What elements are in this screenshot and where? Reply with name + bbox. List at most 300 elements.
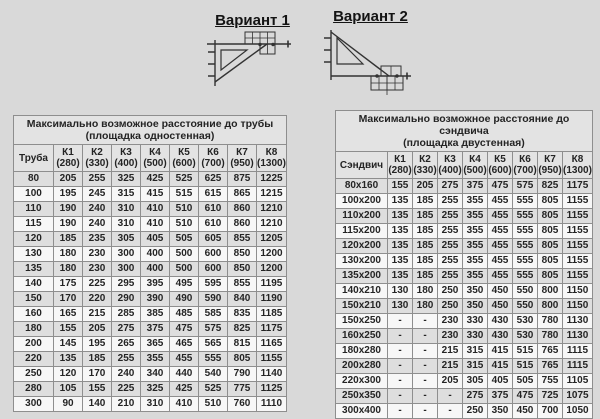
row-label: 80x160 bbox=[336, 179, 388, 194]
value-cell: 1210 bbox=[257, 217, 287, 232]
value-cell: 455 bbox=[488, 194, 513, 209]
value-cell: 495 bbox=[170, 277, 199, 292]
value-cell: 215 bbox=[438, 359, 463, 374]
value-cell: 290 bbox=[112, 292, 141, 307]
value-cell: 455 bbox=[488, 209, 513, 224]
value-cell: 325 bbox=[141, 382, 170, 397]
value-cell: 250 bbox=[438, 284, 463, 299]
value-cell: 255 bbox=[438, 194, 463, 209]
table-title-line2: (площадка одностенная) bbox=[85, 130, 215, 142]
row-label: 160x250 bbox=[336, 329, 388, 344]
value-cell: 455 bbox=[488, 224, 513, 239]
value-cell: 450 bbox=[513, 404, 538, 419]
table-row bbox=[14, 247, 287, 262]
value-cell: 385 bbox=[141, 307, 170, 322]
value-cell: 805 bbox=[538, 254, 563, 269]
value-cell: 310 bbox=[112, 217, 141, 232]
value-cell: 350 bbox=[463, 284, 488, 299]
value-cell: 130 bbox=[388, 284, 413, 299]
value-cell: 425 bbox=[170, 382, 199, 397]
value-cell: 805 bbox=[538, 269, 563, 284]
value-cell: 365 bbox=[141, 337, 170, 352]
row-label: 180x280 bbox=[336, 344, 388, 359]
column-header: К7 (950) bbox=[538, 152, 563, 179]
table-title bbox=[14, 116, 287, 145]
value-cell: 1215 bbox=[257, 187, 287, 202]
value-cell: 155 bbox=[388, 179, 413, 194]
value-cell: 105 bbox=[54, 382, 83, 397]
value-cell: 325 bbox=[112, 172, 141, 187]
value-cell: 600 bbox=[199, 262, 228, 277]
value-cell: 195 bbox=[83, 337, 112, 352]
value-cell: 410 bbox=[170, 397, 199, 412]
bracket-top-platform-drawing bbox=[205, 30, 300, 88]
value-cell: 355 bbox=[463, 194, 488, 209]
value-cell: 90 bbox=[54, 397, 83, 412]
variant-2-diagram bbox=[318, 26, 423, 96]
value-cell: 490 bbox=[170, 292, 199, 307]
value-cell: 825 bbox=[538, 179, 563, 194]
table-title-line1: Максимально возможное расстояние до сэндвича bbox=[358, 113, 570, 137]
value-cell: 575 bbox=[199, 322, 228, 337]
value-cell: 555 bbox=[513, 224, 538, 239]
value-cell: 240 bbox=[83, 202, 112, 217]
value-cell: - bbox=[413, 359, 438, 374]
value-cell: 550 bbox=[513, 299, 538, 314]
value-cell: 330 bbox=[463, 314, 488, 329]
value-cell: 475 bbox=[488, 179, 513, 194]
value-cell: 555 bbox=[513, 209, 538, 224]
value-cell: 430 bbox=[488, 314, 513, 329]
value-cell: 805 bbox=[538, 194, 563, 209]
value-cell: 1155 bbox=[563, 224, 593, 239]
variant-1-diagram bbox=[200, 30, 305, 88]
value-cell: 805 bbox=[538, 239, 563, 254]
value-cell: 610 bbox=[199, 217, 228, 232]
variant-1-section bbox=[200, 12, 305, 88]
value-cell: 205 bbox=[83, 322, 112, 337]
table-row bbox=[336, 239, 593, 254]
value-cell: 330 bbox=[463, 329, 488, 344]
column-header: К1 (280) bbox=[54, 145, 83, 172]
row-label: 220 bbox=[14, 352, 54, 367]
value-cell: 405 bbox=[488, 374, 513, 389]
column-header: К8 (1300) bbox=[257, 145, 287, 172]
value-cell: 455 bbox=[488, 269, 513, 284]
value-cell: 465 bbox=[170, 337, 199, 352]
table-row bbox=[336, 224, 593, 239]
value-cell: 455 bbox=[488, 239, 513, 254]
value-cell: 340 bbox=[141, 367, 170, 382]
value-cell: 775 bbox=[228, 382, 257, 397]
value-cell: 780 bbox=[538, 329, 563, 344]
value-cell: 255 bbox=[438, 209, 463, 224]
value-cell: 1155 bbox=[563, 209, 593, 224]
table-row bbox=[14, 187, 287, 202]
value-cell: 860 bbox=[228, 217, 257, 232]
value-cell: 405 bbox=[141, 232, 170, 247]
column-header: К6 (700) bbox=[199, 145, 228, 172]
value-cell: 1205 bbox=[257, 232, 287, 247]
value-cell: 180 bbox=[54, 247, 83, 262]
value-cell: 165 bbox=[54, 307, 83, 322]
row-header: Труба bbox=[14, 145, 54, 172]
value-cell: 205 bbox=[54, 172, 83, 187]
value-cell: 840 bbox=[228, 292, 257, 307]
row-header: Сэндвич bbox=[336, 152, 388, 179]
value-cell: 185 bbox=[54, 232, 83, 247]
value-cell: 835 bbox=[228, 307, 257, 322]
value-cell: 135 bbox=[54, 352, 83, 367]
row-label: 300 bbox=[14, 397, 54, 412]
value-cell: 575 bbox=[513, 179, 538, 194]
bracket-bottom-platform-drawing bbox=[323, 26, 418, 96]
value-cell: 180 bbox=[413, 299, 438, 314]
value-cell: 245 bbox=[83, 187, 112, 202]
value-cell: 185 bbox=[413, 239, 438, 254]
value-cell: 255 bbox=[438, 239, 463, 254]
value-cell: - bbox=[413, 404, 438, 419]
row-label: 150x250 bbox=[336, 314, 388, 329]
value-cell: 275 bbox=[438, 179, 463, 194]
value-cell: 875 bbox=[228, 172, 257, 187]
value-cell: 300 bbox=[112, 247, 141, 262]
value-cell: 210 bbox=[112, 397, 141, 412]
value-cell: 550 bbox=[513, 284, 538, 299]
value-cell: 1200 bbox=[257, 262, 287, 277]
row-label: 280 bbox=[14, 382, 54, 397]
value-cell: 355 bbox=[463, 209, 488, 224]
value-cell: 155 bbox=[54, 322, 83, 337]
row-label: 110 bbox=[14, 202, 54, 217]
table-title bbox=[336, 111, 593, 152]
value-cell: 185 bbox=[413, 209, 438, 224]
value-cell: 1155 bbox=[257, 352, 287, 367]
value-cell: 1155 bbox=[563, 269, 593, 284]
value-cell: 790 bbox=[228, 367, 257, 382]
table-title-row bbox=[14, 116, 287, 145]
value-cell: 825 bbox=[228, 322, 257, 337]
value-cell: 135 bbox=[388, 224, 413, 239]
row-label: 140x210 bbox=[336, 284, 388, 299]
row-label: 110x200 bbox=[336, 209, 388, 224]
value-cell: 255 bbox=[83, 172, 112, 187]
value-cell: 410 bbox=[141, 202, 170, 217]
value-cell: 540 bbox=[199, 367, 228, 382]
value-cell: 275 bbox=[463, 389, 488, 404]
column-header: К5 (600) bbox=[170, 145, 199, 172]
row-label: 250x350 bbox=[336, 389, 388, 404]
value-cell: 190 bbox=[54, 202, 83, 217]
value-cell: 225 bbox=[112, 382, 141, 397]
value-cell: - bbox=[413, 329, 438, 344]
value-cell: 230 bbox=[438, 329, 463, 344]
value-cell: 805 bbox=[538, 224, 563, 239]
row-label: 100 bbox=[14, 187, 54, 202]
value-cell: 1175 bbox=[257, 322, 287, 337]
value-cell: 475 bbox=[170, 322, 199, 337]
value-cell: 185 bbox=[413, 194, 438, 209]
table-row bbox=[14, 352, 287, 367]
value-cell: 1190 bbox=[257, 292, 287, 307]
column-header: К7 (950) bbox=[228, 145, 257, 172]
value-cell: 375 bbox=[488, 389, 513, 404]
column-header-row bbox=[336, 152, 593, 179]
value-cell: 1110 bbox=[257, 397, 287, 412]
value-cell: 135 bbox=[388, 239, 413, 254]
column-header: К1 (280) bbox=[388, 152, 413, 179]
value-cell: 1115 bbox=[563, 359, 593, 374]
column-header: К4 (500) bbox=[463, 152, 488, 179]
value-cell: 1175 bbox=[563, 179, 593, 194]
value-cell: 505 bbox=[170, 232, 199, 247]
value-cell: 295 bbox=[112, 277, 141, 292]
column-header: К8 (1300) bbox=[563, 152, 593, 179]
value-cell: 190 bbox=[54, 217, 83, 232]
value-cell: 390 bbox=[141, 292, 170, 307]
value-cell: 725 bbox=[538, 389, 563, 404]
value-cell: 555 bbox=[513, 254, 538, 269]
value-cell: 605 bbox=[199, 232, 228, 247]
value-cell: - bbox=[388, 404, 413, 419]
table-row bbox=[336, 374, 593, 389]
value-cell: 1150 bbox=[563, 299, 593, 314]
row-label: 220x300 bbox=[336, 374, 388, 389]
value-cell: 595 bbox=[199, 277, 228, 292]
row-label: 80 bbox=[14, 172, 54, 187]
value-cell: 500 bbox=[170, 247, 199, 262]
value-cell: 205 bbox=[413, 179, 438, 194]
variant-1-title: Вариант 1 bbox=[215, 12, 290, 29]
value-cell: 400 bbox=[141, 247, 170, 262]
value-cell: 195 bbox=[54, 187, 83, 202]
sandwich-distance-table bbox=[335, 110, 593, 419]
row-label: 135 bbox=[14, 262, 54, 277]
value-cell: 300 bbox=[112, 262, 141, 277]
value-cell: - bbox=[413, 344, 438, 359]
value-cell: 475 bbox=[513, 389, 538, 404]
table-row bbox=[336, 329, 593, 344]
value-cell: 315 bbox=[463, 359, 488, 374]
value-cell: 865 bbox=[228, 187, 257, 202]
table-row bbox=[14, 202, 287, 217]
value-cell: 590 bbox=[199, 292, 228, 307]
value-cell: - bbox=[438, 404, 463, 419]
value-cell: 815 bbox=[228, 337, 257, 352]
value-cell: 530 bbox=[513, 329, 538, 344]
value-cell: 175 bbox=[54, 277, 83, 292]
value-cell: 375 bbox=[141, 322, 170, 337]
table-row bbox=[14, 277, 287, 292]
value-cell: - bbox=[413, 314, 438, 329]
value-cell: 555 bbox=[513, 269, 538, 284]
row-label: 120x200 bbox=[336, 239, 388, 254]
table-row bbox=[336, 314, 593, 329]
value-cell: 1185 bbox=[257, 307, 287, 322]
value-cell: 450 bbox=[488, 284, 513, 299]
value-cell: 510 bbox=[170, 202, 199, 217]
row-label: 180 bbox=[14, 322, 54, 337]
value-cell: 140 bbox=[83, 397, 112, 412]
value-cell: 700 bbox=[538, 404, 563, 419]
value-cell: 565 bbox=[199, 337, 228, 352]
table-row bbox=[336, 254, 593, 269]
value-cell: 250 bbox=[463, 404, 488, 419]
value-cell: 850 bbox=[228, 247, 257, 262]
row-label: 160 bbox=[14, 307, 54, 322]
value-cell: 450 bbox=[488, 299, 513, 314]
value-cell: 415 bbox=[488, 359, 513, 374]
table-row bbox=[14, 217, 287, 232]
value-cell: 155 bbox=[83, 382, 112, 397]
variant-2-title: Вариант 2 bbox=[333, 8, 408, 25]
value-cell: 515 bbox=[513, 344, 538, 359]
value-cell: 315 bbox=[112, 187, 141, 202]
row-label: 115 bbox=[14, 217, 54, 232]
value-cell: 1140 bbox=[257, 367, 287, 382]
value-cell: 800 bbox=[538, 299, 563, 314]
value-cell: 310 bbox=[112, 202, 141, 217]
table-row bbox=[336, 284, 593, 299]
table-row bbox=[14, 292, 287, 307]
table-row bbox=[14, 397, 287, 412]
value-cell: 755 bbox=[538, 374, 563, 389]
value-cell: 850 bbox=[228, 262, 257, 277]
value-cell: 555 bbox=[513, 194, 538, 209]
value-cell: 1200 bbox=[257, 247, 287, 262]
table-row bbox=[14, 262, 287, 277]
value-cell: 355 bbox=[141, 352, 170, 367]
value-cell: 310 bbox=[141, 397, 170, 412]
value-cell: 585 bbox=[199, 307, 228, 322]
pipe-distance-table bbox=[13, 115, 287, 412]
table-row bbox=[14, 307, 287, 322]
value-cell: 1155 bbox=[563, 194, 593, 209]
value-cell: 440 bbox=[170, 367, 199, 382]
value-cell: 515 bbox=[170, 187, 199, 202]
table-row bbox=[336, 209, 593, 224]
value-cell: 765 bbox=[538, 344, 563, 359]
value-cell: 860 bbox=[228, 202, 257, 217]
column-header: К3 (400) bbox=[438, 152, 463, 179]
value-cell: 615 bbox=[199, 187, 228, 202]
value-cell: - bbox=[413, 389, 438, 404]
row-label: 140 bbox=[14, 277, 54, 292]
table-row bbox=[336, 179, 593, 194]
table-row bbox=[14, 232, 287, 247]
table-body bbox=[14, 172, 287, 412]
column-header: К3 (400) bbox=[112, 145, 141, 172]
value-cell: 185 bbox=[413, 254, 438, 269]
table-title-line2: (площадка двустенная) bbox=[403, 137, 525, 149]
column-header: К4 (500) bbox=[141, 145, 170, 172]
variant-2-section bbox=[318, 8, 423, 96]
column-header: К2 (330) bbox=[413, 152, 438, 179]
value-cell: - bbox=[388, 359, 413, 374]
value-cell: 185 bbox=[413, 224, 438, 239]
value-cell: 355 bbox=[463, 224, 488, 239]
value-cell: 555 bbox=[513, 239, 538, 254]
row-label: 300x400 bbox=[336, 404, 388, 419]
value-cell: 400 bbox=[141, 262, 170, 277]
value-cell: 355 bbox=[463, 254, 488, 269]
value-cell: 1130 bbox=[563, 329, 593, 344]
value-cell: 255 bbox=[438, 254, 463, 269]
value-cell: 240 bbox=[83, 217, 112, 232]
value-cell: 135 bbox=[388, 194, 413, 209]
value-cell: - bbox=[388, 344, 413, 359]
value-cell: 515 bbox=[513, 359, 538, 374]
value-cell: 1150 bbox=[563, 284, 593, 299]
value-cell: 455 bbox=[488, 254, 513, 269]
column-header: К6 (700) bbox=[513, 152, 538, 179]
value-cell: 1125 bbox=[257, 382, 287, 397]
row-label: 100x200 bbox=[336, 194, 388, 209]
value-cell: 230 bbox=[83, 247, 112, 262]
value-cell: 510 bbox=[199, 397, 228, 412]
value-cell: 355 bbox=[463, 269, 488, 284]
table-row bbox=[14, 337, 287, 352]
value-cell: 600 bbox=[199, 247, 228, 262]
value-cell: 1225 bbox=[257, 172, 287, 187]
table-row bbox=[336, 389, 593, 404]
table-row bbox=[336, 299, 593, 314]
table-row bbox=[336, 344, 593, 359]
table-row bbox=[14, 172, 287, 187]
value-cell: 185 bbox=[83, 352, 112, 367]
value-cell: 805 bbox=[228, 352, 257, 367]
value-cell: 215 bbox=[438, 344, 463, 359]
table-title-row bbox=[336, 111, 593, 152]
value-cell: 530 bbox=[513, 314, 538, 329]
value-cell: 1195 bbox=[257, 277, 287, 292]
value-cell: - bbox=[438, 389, 463, 404]
value-cell: 145 bbox=[54, 337, 83, 352]
value-cell: 425 bbox=[141, 172, 170, 187]
value-cell: 275 bbox=[112, 322, 141, 337]
value-cell: 760 bbox=[228, 397, 257, 412]
value-cell: 220 bbox=[83, 292, 112, 307]
row-label: 200x280 bbox=[336, 359, 388, 374]
value-cell: 255 bbox=[112, 352, 141, 367]
value-cell: 350 bbox=[488, 404, 513, 419]
value-cell: 315 bbox=[463, 344, 488, 359]
value-cell: 170 bbox=[83, 367, 112, 382]
value-cell: 225 bbox=[83, 277, 112, 292]
value-cell: 455 bbox=[170, 352, 199, 367]
value-cell: - bbox=[388, 374, 413, 389]
column-header: К5 (600) bbox=[488, 152, 513, 179]
value-cell: 135 bbox=[388, 254, 413, 269]
value-cell: - bbox=[413, 374, 438, 389]
value-cell: 185 bbox=[413, 269, 438, 284]
value-cell: 525 bbox=[170, 172, 199, 187]
table-row bbox=[336, 404, 593, 419]
value-cell: 625 bbox=[199, 172, 228, 187]
row-label: 150x210 bbox=[336, 299, 388, 314]
table-row bbox=[14, 367, 287, 382]
table-row bbox=[336, 194, 593, 209]
value-cell: 1075 bbox=[563, 389, 593, 404]
table-row bbox=[14, 322, 287, 337]
row-label: 115x200 bbox=[336, 224, 388, 239]
value-cell: 430 bbox=[488, 329, 513, 344]
value-cell: 505 bbox=[513, 374, 538, 389]
value-cell: 285 bbox=[112, 307, 141, 322]
value-cell: 855 bbox=[228, 277, 257, 292]
value-cell: 305 bbox=[463, 374, 488, 389]
value-cell: 1210 bbox=[257, 202, 287, 217]
